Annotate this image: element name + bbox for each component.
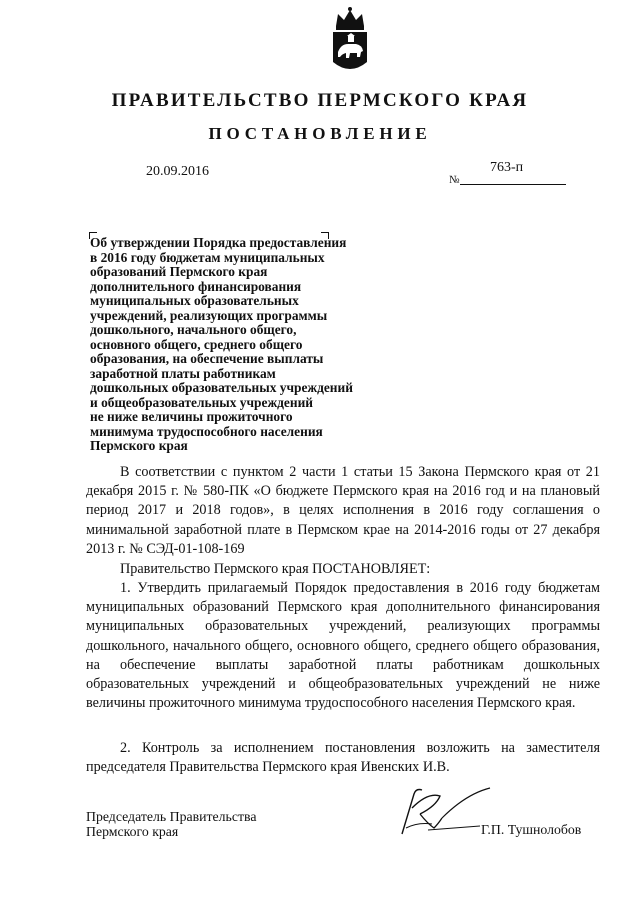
subject-line: муниципальных образовательных (90, 293, 299, 308)
resolution-statement: Правительство Пермского края ПОСТАНОВЛЯЕТ: (120, 561, 431, 577)
subject-line: не ниже величины прожиточного (90, 409, 293, 424)
signatory-title-line: Председатель Правительства (86, 809, 257, 824)
subject-line: и общеобразовательных учреждений (90, 394, 314, 410)
clause-2: 2. Контроль за исполнением постановления возложить на заместителя председателя Правительства Пермского края Ивенских И.В. (86, 740, 600, 776)
signatory-title (86, 809, 256, 839)
document-subject (90, 236, 400, 454)
subject-line: образования, на обеспечение выплаты (90, 351, 324, 366)
subject-line: дополнительного финансирования (90, 278, 302, 294)
subject-line: заработной платы работникам (90, 365, 276, 381)
subject-line: Пермского края (90, 438, 188, 453)
subject-line: дошкольных образовательных учреждений (90, 380, 353, 395)
government-title: ПРАВИТЕЛЬСТВО ПЕРМСКОГО КРАЯ (111, 90, 529, 111)
number-label: № (449, 174, 460, 186)
preamble-paragraph: В соответствии с пунктом 2 части 1 статьи 15 Закона Пермского края от 21 декабря 2015 г. № 580-ПК «О бюджете Пермского края на 2016 год и на плановый период 2017 и 2018 годов», в целях исполнения в 2016 году соглашения о минимальной заработной плате в Пермском крае на 2014-2016 годы от 27 декабря 2013 г. № СЭД-01-108-169 (86, 464, 600, 557)
signatory-name: Г.П. Тушнолобов (481, 822, 582, 837)
subject-line: основного общего, среднего общего (90, 336, 303, 352)
subject-line: образований Пермского края (90, 264, 268, 279)
document-date: 20.09.2016 (146, 164, 209, 179)
document-type: ПОСТАНОВЛЕНИЕ (208, 124, 432, 143)
signatory-title-line: Пермского края (86, 824, 179, 839)
subject-line: дошкольного, начального общего, (90, 322, 297, 337)
subject-line: Об утверждении Порядка предоставления (90, 235, 347, 250)
clause-1: 1. Утвердить прилагаемый Порядок предоставления в 2016 году бюджетам муниципальных образований Пермского края дополнительного финансирования муниципальных образовательных учреждений, реализующих программы дошкольного, начального общего, основного общего, среднего общего образования, на обеспечение выплаты заработной платы работникам дошкольных образовательных учреждений и общеобразовательных учреждений не ниже величины прожиточного минимума трудоспособного населения Пермского края. (86, 580, 600, 712)
subject-line: минимума трудоспособного населения (90, 423, 323, 439)
subject-line: учреждений, реализующих программы (90, 307, 328, 323)
document-number: 763-п (490, 160, 524, 175)
subject-line: в 2016 году бюджетам муниципальных (90, 249, 325, 265)
coat-of-arms-icon (326, 6, 374, 76)
number-underline (460, 184, 566, 185)
